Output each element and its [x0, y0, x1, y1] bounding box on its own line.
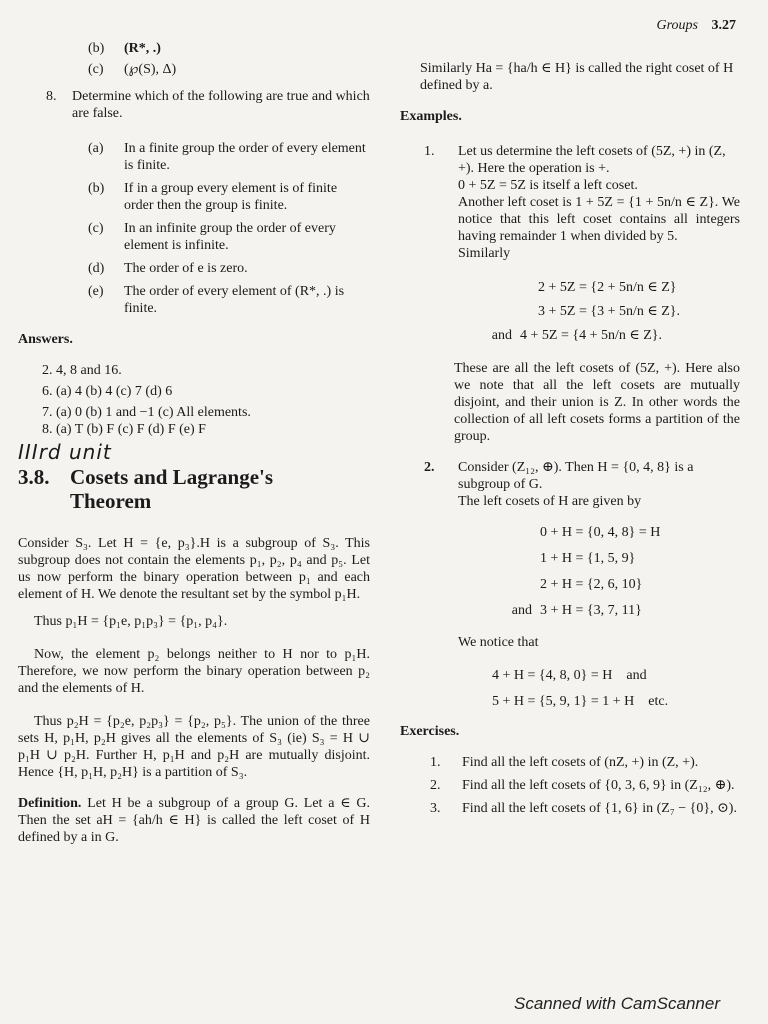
paragraph: Now, the element p₂ belongs neither to H nor to p₁H. Therefore, we now perform the binary operation between p₂ and the elements of H. [18, 647, 370, 696]
section-heading [18, 465, 370, 513]
list-item: (e) The order of every element of (R*, .) is finite. [88, 284, 345, 316]
equation-row: 2 + H = {2, 6, 10} [540, 577, 643, 592]
paragraph: Similarly Ha = {ha/h ∈ H} is called the right coset of H defined by a. [420, 61, 734, 93]
section-number: 3.8. [18, 465, 50, 489]
right-column [400, 60, 740, 817]
list-item: (d) The order of e is zero. [88, 261, 248, 276]
example-text: Similarly [458, 246, 511, 261]
equation-block [400, 663, 740, 715]
answers-heading: Answers. [18, 332, 73, 347]
equation-row: 1 + H = {1, 5, 9} [540, 551, 636, 566]
previous-question-parts [18, 40, 370, 78]
example-2: 2. Consider (Z₁₂, ⊕). Then H = {0, 4, 8} is a subgroup of G. The left cosets of H are given by [400, 459, 740, 510]
list-item: (b) If in a group every element is of finite order then the group is finite. [88, 181, 338, 213]
example-text: Another left coset is 1 + 5Z = {1 + 5n/n ∈ Z}. We notice that this left coset contains all integers having remainder 1 when divided by 5. [458, 195, 740, 244]
equation-row: and 3 + H = {3, 7, 11} [511, 603, 642, 618]
example-text: Let us determine the left cosets of (5Z, +) in (Z, +). Here the operation is +. [458, 144, 726, 176]
answer-line: 2. 4, 8 and 16. [42, 363, 122, 378]
paragraph: These are all the left cosets of (5Z, +). Here also we note that all the left cosets are mutually disjoint, and their union is Z. In other words the collection of all left cosets forms a partition of the group. [454, 361, 740, 444]
answers-list [18, 362, 370, 438]
list-item: 1. Find all the left cosets of (nZ, +) in (Z, +). [430, 755, 699, 770]
list-item: 2. Find all the left cosets of {0, 3, 6, 9} in (Z₁₂, ⊕). [430, 778, 735, 793]
running-header [657, 18, 737, 34]
example-text: 0 + 5Z = 5Z is itself a left coset. [458, 178, 638, 193]
equation-row: 5 + H = {5, 9, 1} = 1 + H etc. [492, 694, 669, 709]
exercises-heading: Exercises. [400, 724, 460, 739]
definition-label: Definition. [18, 796, 82, 811]
scanner-watermark: Scanned with CamScanner [513, 994, 720, 1013]
definition-text: Let H be a subgroup of a group G. Let a ∈ G. Then the set aH = {ah/h ∈ H} is called the left coset of H defined by a in G. [18, 796, 371, 845]
example-1: 1. Let us determine the left cosets of (5Z, +) in (Z, +). Here the operation is +. 0 + 5Z = 5Z is itself a left coset. Another left coset is 1 + 5Z = {1 + 5n/n ∈ Z}. We notice that this left coset contains all integers having remainder 1 when divided by 5. Similarly [424, 144, 740, 261]
definition [18, 795, 370, 846]
list-item: 3. Find all the left cosets of {1, 6} in (Z₇ − {0}, ⊙). [430, 801, 737, 816]
equation-row: 4 + H = {4, 8, 0} = H and [492, 668, 647, 683]
equation-row: 2 + 5Z = {2 + 5n/n ∈ Z} [538, 280, 677, 295]
running-title: Groups [656, 18, 698, 33]
list-item: (a) In a finite group the order of every element is finite. [88, 141, 366, 173]
page-number: 3.27 [711, 18, 736, 33]
paragraph: Thus p₂H = {p₂e, p₂p₃} = {p₂, p₅}. The union of the three sets H, p₁H, p₂H gives all the elements of S₃ (ie) S₃ = H ∪ p₁H ∪ p₂H. Further H, p₁H and p₂H are mutually disjoint. Hence {H, p₁H, p₂H} is a partition of S₃. [18, 714, 370, 780]
equation-block [400, 520, 740, 624]
left-column [18, 40, 370, 846]
equation-row: and 4 + 5Z = {4 + 5n/n ∈ Z}. [491, 328, 662, 343]
section-title-line: Cosets and Lagrange's [70, 465, 274, 489]
answer-line: 7. (a) 0 (b) 1 and −1 (c) All elements. [42, 405, 251, 420]
question-8: 8. Determine which of the following are true and which are false. [46, 89, 370, 121]
handwritten-note: IIIrd unit [18, 440, 112, 464]
example-text: Consider (Z₁₂, ⊕). Then H = {0, 4, 8} is a subgroup of G. [458, 460, 694, 492]
examples-heading: Examples. [400, 109, 462, 124]
exercises-list [400, 754, 740, 817]
list-item: (b) (R*, .) [88, 41, 161, 56]
answer-line: 6. (a) 4 (b) 4 (c) 7 (d) 6 [42, 384, 173, 399]
equation: Thus p₁H = {p₁e, p₁p₃} = {p₁, p₄}. [34, 614, 228, 629]
equation-row: 3 + 5Z = {3 + 5n/n ∈ Z}. [538, 304, 680, 319]
example-text: We notice that [458, 635, 539, 650]
answer-line: 8. (a) T (b) F (c) F (d) F (e) F [42, 422, 206, 437]
list-item: (c) (℘(S), Δ) [88, 62, 177, 77]
list-item: (c) In an infinite group the order of every element is infinite. [88, 221, 336, 253]
equation-block [400, 276, 740, 348]
equation-row: 0 + H = {0, 4, 8} = H [540, 525, 661, 540]
question-8-parts [18, 140, 370, 317]
example-text: The left cosets of H are given by [458, 494, 642, 509]
section-title-line: Theorem [70, 489, 152, 513]
paragraph: Consider S₃. Let H = {e, p₃}.H is a subgroup of S₃. This subgroup does not contain the elements p₁, p₂, p₄ and p₅. Let us now perform the binary operation between p₁ and each element of H. We denote the resultant set by the symbol p₁H. [18, 536, 370, 602]
